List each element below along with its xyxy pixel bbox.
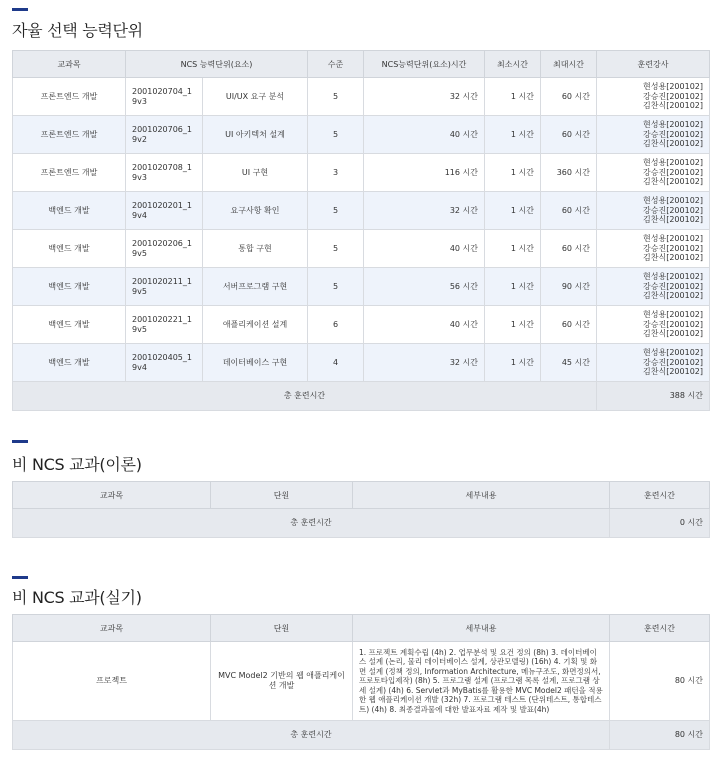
unit-cell: 요구사항 확인	[203, 192, 308, 230]
instructor-name: 현성용[200102]	[643, 310, 703, 320]
unit-cell: 데이터베이스 구현	[203, 344, 308, 382]
instructor-name: 현성용[200102]	[643, 120, 703, 130]
ncs-units-table	[12, 50, 710, 411]
code-cell: 2001020704_19v3	[126, 78, 203, 116]
col-instructor: 훈련강사	[597, 51, 710, 78]
col-hours: 훈련시간	[610, 482, 710, 509]
total-label: 총 훈련시간	[13, 721, 610, 750]
course-cell: 백엔드 개발	[13, 192, 126, 230]
hours-cell: 40 시간	[364, 230, 485, 268]
level-cell: 5	[308, 116, 364, 154]
section3-accent	[12, 576, 28, 579]
course-cell: 프론트엔드 개발	[13, 78, 126, 116]
min-hours-cell: 1 시간	[485, 154, 541, 192]
instructor-cell	[597, 192, 710, 230]
table-row	[13, 116, 710, 154]
instructor-name: 강승진[200102]	[643, 91, 703, 101]
level-cell: 6	[308, 306, 364, 344]
min-hours-cell: 1 시간	[485, 306, 541, 344]
instructor-name: 강승진[200102]	[643, 129, 703, 139]
unit-cell: 애플리케이션 설계	[203, 306, 308, 344]
min-hours-cell: 1 시간	[485, 116, 541, 154]
course-cell: 프론트엔드 개발	[13, 116, 126, 154]
level-cell: 5	[308, 268, 364, 306]
unit-cell: UI 구현	[203, 154, 308, 192]
instructor-cell	[597, 230, 710, 268]
hours-cell: 32 시간	[364, 344, 485, 382]
min-hours-cell: 1 시간	[485, 230, 541, 268]
hours-cell: 56 시간	[364, 268, 485, 306]
level-cell: 3	[308, 154, 364, 192]
hours-cell: 40 시간	[364, 306, 485, 344]
instructor-name: 김찬식[200102]	[643, 177, 703, 187]
level-cell: 5	[308, 78, 364, 116]
col-min-hours: 최소시간	[485, 51, 541, 78]
code-cell: 2001020405_19v4	[126, 344, 203, 382]
col-ncs-hours: NCS능력단위(요소)시간	[364, 51, 485, 78]
instructor-name: 현성용[200102]	[643, 234, 703, 244]
max-hours-cell: 60 시간	[541, 116, 597, 154]
section2-title: 비 NCS 교과(이론)	[12, 455, 142, 474]
unit-cell: 통합 구현	[203, 230, 308, 268]
instructor-name: 김찬식[200102]	[643, 139, 703, 149]
min-hours-cell: 1 시간	[485, 344, 541, 382]
course-cell: 백엔드 개발	[13, 306, 126, 344]
table-row	[13, 154, 710, 192]
section2-accent	[12, 440, 28, 443]
instructor-name: 강승진[200102]	[643, 167, 703, 177]
table-row	[13, 306, 710, 344]
section1-accent	[12, 8, 28, 11]
total-value: 0 시간	[610, 509, 710, 538]
col-ncs-unit: NCS 능력단위(요소)	[126, 51, 308, 78]
instructor-name: 김찬식[200102]	[643, 329, 703, 339]
course-cell: 백엔드 개발	[13, 344, 126, 382]
instructor-name: 강승진[200102]	[643, 243, 703, 253]
table-row	[13, 78, 710, 116]
col-course: 교과목	[13, 482, 211, 509]
table-header-row	[13, 51, 710, 78]
table-row	[13, 192, 710, 230]
min-hours-cell: 1 시간	[485, 78, 541, 116]
instructor-name: 현성용[200102]	[643, 82, 703, 92]
instructor-name: 김찬식[200102]	[643, 101, 703, 111]
total-value: 80 시간	[610, 721, 710, 750]
table-row	[13, 642, 710, 721]
hours-cell: 32 시간	[364, 192, 485, 230]
unit-cell: UI 아키텍처 설계	[203, 116, 308, 154]
instructor-name: 현성용[200102]	[643, 196, 703, 206]
table-row	[13, 230, 710, 268]
unit-cell: MVC Model2 기반의 웹 애플리케이션 개발	[211, 642, 353, 721]
course-cell: 백엔드 개발	[13, 230, 126, 268]
max-hours-cell: 360 시간	[541, 154, 597, 192]
practice-table	[12, 614, 710, 750]
total-value: 388 시간	[597, 382, 710, 411]
instructor-name: 강승진[200102]	[643, 281, 703, 291]
max-hours-cell: 45 시간	[541, 344, 597, 382]
max-hours-cell: 60 시간	[541, 306, 597, 344]
instructor-name: 김찬식[200102]	[643, 291, 703, 301]
instructor-cell	[597, 344, 710, 382]
instructor-name: 김찬식[200102]	[643, 215, 703, 225]
code-cell: 2001020206_19v5	[126, 230, 203, 268]
total-row	[13, 382, 710, 411]
section1-title: 자율 선택 능력단위	[12, 21, 143, 40]
min-hours-cell: 1 시간	[485, 192, 541, 230]
total-row	[13, 509, 710, 538]
col-course: 교과목	[13, 615, 211, 642]
max-hours-cell: 60 시간	[541, 192, 597, 230]
col-unit: 단원	[211, 482, 353, 509]
instructor-cell	[597, 116, 710, 154]
hours-cell: 32 시간	[364, 78, 485, 116]
total-label: 총 훈련시간	[13, 382, 597, 411]
hours-cell: 40 시간	[364, 116, 485, 154]
instructor-name: 김찬식[200102]	[643, 367, 703, 377]
instructor-name: 현성용[200102]	[643, 348, 703, 358]
hours-cell: 116 시간	[364, 154, 485, 192]
instructor-name: 강승진[200102]	[643, 357, 703, 367]
section3-title: 비 NCS 교과(실기)	[12, 588, 142, 607]
col-hours: 훈련시간	[610, 615, 710, 642]
max-hours-cell: 60 시간	[541, 78, 597, 116]
min-hours-cell: 1 시간	[485, 268, 541, 306]
course-cell: 프로젝트	[13, 642, 211, 721]
instructor-name: 현성용[200102]	[643, 158, 703, 168]
level-cell: 5	[308, 230, 364, 268]
col-detail: 세부내용	[353, 615, 610, 642]
total-row	[13, 721, 710, 750]
col-detail: 세부내용	[353, 482, 610, 509]
instructor-cell	[597, 78, 710, 116]
instructor-name: 강승진[200102]	[643, 319, 703, 329]
instructor-cell	[597, 154, 710, 192]
max-hours-cell: 90 시간	[541, 268, 597, 306]
table-row	[13, 344, 710, 382]
code-cell: 2001020201_19v4	[126, 192, 203, 230]
col-course: 교과목	[13, 51, 126, 78]
detail-cell: 1. 프로젝트 계획수립 (4h) 2. 업무분석 및 요건 정의 (8h) 3. 데이터베이스 설계 (논리, 물리 데이터베이스 설계, 상관모델링) (16h) 4. 기획 및 화면 설계 (정책 정의, Information Architecture, 메뉴구조도, 화면정의서, 프로토타입제작) (8h) 5. 프로그램 설계 (프로그램 목록 설계, 프로그램 상세 설계) (4h) 6. Servlet과 MyBatis를 활용한 MVC Model2 패턴을 적용한 웹 애플리케이션 개발 (32h) 7. 프로그램 테스트 (단위테스트, 통합테스트) (4h) 8. 최종결과물에 대한 발표자료 제작 및 발표(4h)	[353, 642, 610, 721]
total-label: 총 훈련시간	[13, 509, 610, 538]
unit-cell: 서버프로그램 구현	[203, 268, 308, 306]
code-cell: 2001020708_19v3	[126, 154, 203, 192]
course-cell: 백엔드 개발	[13, 268, 126, 306]
code-cell: 2001020211_19v5	[126, 268, 203, 306]
level-cell: 5	[308, 192, 364, 230]
max-hours-cell: 60 시간	[541, 230, 597, 268]
instructor-cell	[597, 268, 710, 306]
col-max-hours: 최대시간	[541, 51, 597, 78]
unit-cell: UI/UX 요구 분석	[203, 78, 308, 116]
course-cell: 프론트엔드 개발	[13, 154, 126, 192]
col-level: 수준	[308, 51, 364, 78]
hours-cell: 80 시간	[610, 642, 710, 721]
instructor-cell	[597, 306, 710, 344]
code-cell: 2001020221_19v5	[126, 306, 203, 344]
theory-table	[12, 481, 710, 538]
table-row	[13, 268, 710, 306]
instructor-name: 김찬식[200102]	[643, 253, 703, 263]
col-unit: 단원	[211, 615, 353, 642]
instructor-name: 현성용[200102]	[643, 272, 703, 282]
code-cell: 2001020706_19v2	[126, 116, 203, 154]
instructor-name: 강승진[200102]	[643, 205, 703, 215]
level-cell: 4	[308, 344, 364, 382]
table-header-row	[13, 482, 710, 509]
table-header-row	[13, 615, 710, 642]
